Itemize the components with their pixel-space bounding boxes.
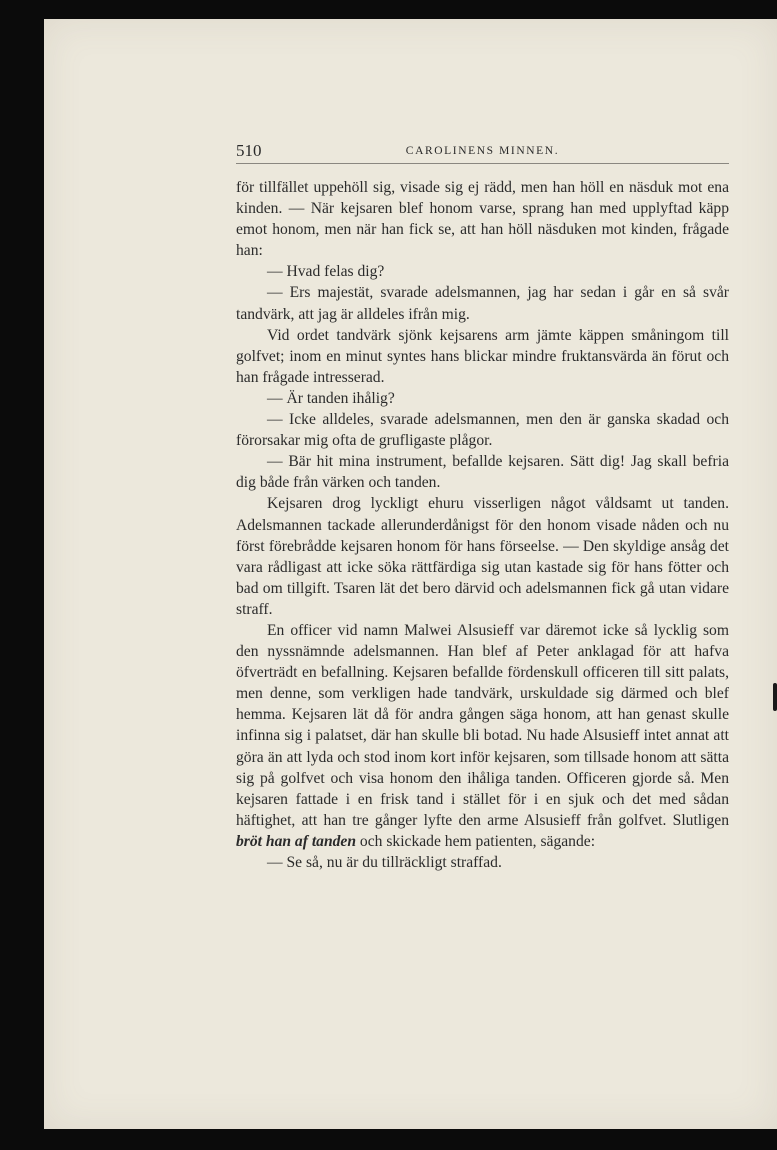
emphasized-text: bröt han af tanden (236, 832, 357, 850)
page-number: 510 (236, 141, 262, 160)
paragraph: för tillfället uppehöll sig, visade sig ej rädd, men han höll en näsduk mot ena kinden. — När kejsaren blef honom varse, sprang han med upplyftad käpp emot honom, men när han fick se, att han höll näsduken mot kinden, frågade han: (236, 179, 729, 260)
paragraph: — Bär hit mina instrument, befallde kejsaren. Sätt dig! Jag skall befria dig både från värken och tanden. (236, 453, 729, 492)
running-title: CAROLINENS MINNEN. (405, 145, 560, 157)
body-text (236, 177, 729, 873)
page-header (236, 141, 729, 164)
closing-line: — Se så, nu är du tillräckligt straffad. (267, 854, 502, 871)
paragraph: — Är tanden ihålig? (267, 389, 395, 407)
paragraph: Kejsaren drog lyckligt ehuru visserligen något våldsamt ut tanden. Adelsmannen tackade allerunderdånigst för den honom visade nåden och nu först förebrådde kejsaren honom för hans förseelse. — Den skyldige ansåg det vara rådligast att icke söka rättfärdiga sig utan kastade sig för hans fötter och bad om tillgift. Tsaren lät det bero därvid och adelsmannen fick gå utan vidare straff. (236, 495, 729, 618)
paragraph (236, 620, 729, 852)
paragraph: — Icke alldeles, svarade adelsmannen, men den är ganska skadad och förorsakar mig ofta de grufligaste plågor. (236, 411, 729, 450)
book-page (44, 19, 777, 1129)
paragraph: Vid ordet tandvärk sjönk kejsarens arm jämte käppen småningom till golfvet; inom en minut syntes hans blickar mindre fruktansvärda än förut och han frågade intresserad. (236, 326, 729, 386)
paragraph-text: En officer vid namn Malwei Alsusieff var däremot icke så lycklig som den nyssnämnde adelsmannen. Han blef af Peter anklagad för att hafva öfverträdt en befallning. Kejsaren befallde fördenskull officeren till sitt palats, men denne, som verkligen hade tandvärk, urskuldade sig därmed och blef hemma. Kejsaren lät då för andra gången säga honom, att han genast skulle infinna sig i palatset, där han skulle bli botad. Nu hade Alsusieff intet annat att göra än att lyda och stod inom kort inför kejsaren, som tillsade honom att sätta sig på golfvet och visa honom den ihåliga tanden. Officeren gjorde så. Men kejsaren fattade i en frisk tand i stället för i en sjuk och det med sådan häftighet, att han tre gånger lyfte den arme Alsusieff från golfvet. Slutligen (236, 621, 729, 829)
paragraph-text-end: och skickade hem patienten, sägande: (356, 832, 596, 850)
page-edge-mark (773, 683, 777, 711)
paragraph: — Hvad felas dig? (267, 263, 385, 281)
paragraph: — Ers majestät, svarade adelsmannen, jag har sedan i går en så svår tandvärk, att jag är alldeles ifrån mig. (236, 284, 729, 323)
